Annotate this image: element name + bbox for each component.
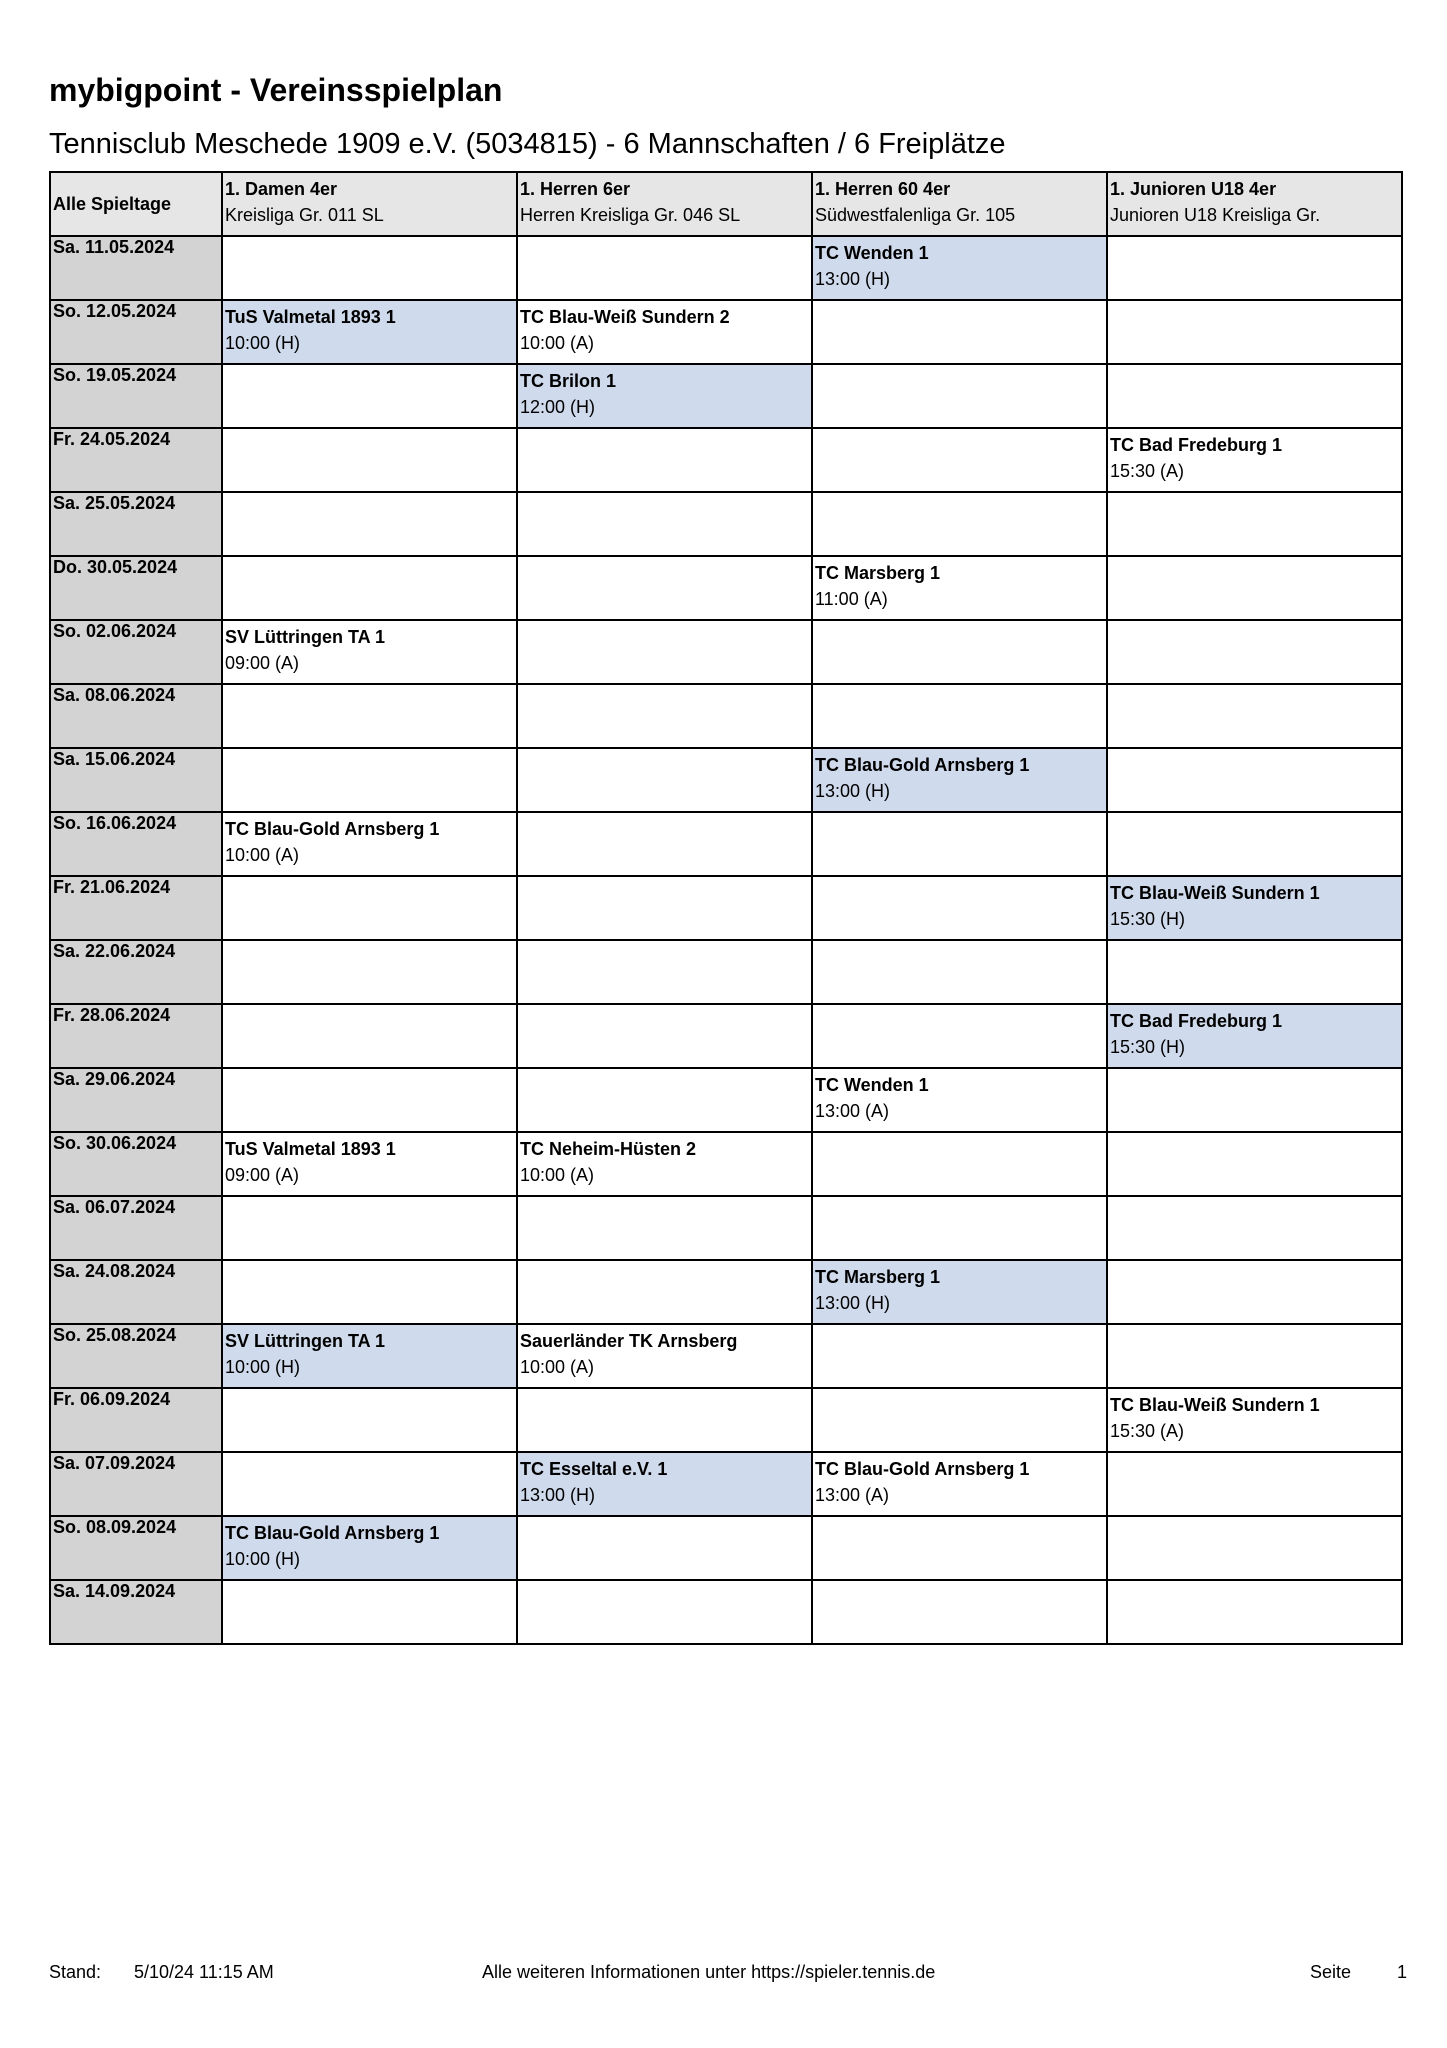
home-match-cell	[222, 1516, 517, 1580]
empty-cell	[812, 620, 1107, 684]
away-match-cell	[222, 620, 517, 684]
empty-cell	[222, 236, 517, 300]
table-row	[50, 1004, 1402, 1068]
match-time: 10:00 (A)	[520, 1165, 595, 1185]
table-row	[50, 236, 1402, 300]
away-match-cell	[517, 1132, 812, 1196]
table-row	[50, 1580, 1402, 1644]
empty-cell	[1107, 812, 1402, 876]
table-row	[50, 1388, 1402, 1452]
match-time: 15:30 (A)	[1110, 1421, 1185, 1441]
footer-info: Alle weiteren Informationen unter https://spieler.tennis.de	[482, 1962, 936, 1982]
opponent-name: TC Brilon 1	[520, 371, 617, 391]
table-row	[50, 940, 1402, 1004]
empty-cell	[1107, 556, 1402, 620]
empty-cell	[1107, 364, 1402, 428]
table-row	[50, 1516, 1402, 1580]
table-row	[50, 364, 1402, 428]
away-match-cell	[1107, 1388, 1402, 1452]
away-match-cell	[222, 1132, 517, 1196]
match-time: 10:00 (A)	[520, 333, 595, 353]
column-team: 1. Damen 4er	[225, 179, 338, 199]
empty-cell	[812, 1388, 1107, 1452]
table-row	[50, 1452, 1402, 1516]
empty-cell	[1107, 1580, 1402, 1644]
column-league: Junioren U18 Kreisliga Gr.	[1110, 205, 1321, 225]
match-time: 11:00 (A)	[815, 589, 888, 609]
footer-page-number: 1	[1397, 1962, 1408, 1982]
empty-cell	[812, 492, 1107, 556]
table-row	[50, 300, 1402, 364]
match-date: Sa. 14.09.2024	[50, 1580, 222, 1644]
opponent-name: TC Blau-Weiß Sundern 1	[1110, 1395, 1320, 1415]
opponent-name: TC Blau-Gold Arnsberg 1	[225, 1523, 440, 1543]
empty-cell	[222, 428, 517, 492]
empty-cell	[1107, 748, 1402, 812]
away-match-cell	[1107, 428, 1402, 492]
empty-cell	[222, 364, 517, 428]
column-header	[812, 172, 1107, 236]
match-date: Fr. 24.05.2024	[50, 428, 222, 492]
match-date: Sa. 25.05.2024	[50, 492, 222, 556]
empty-cell	[222, 1452, 517, 1516]
empty-cell	[1107, 684, 1402, 748]
opponent-name: TC Neheim-Hüsten 2	[520, 1139, 697, 1159]
match-time: 13:00 (H)	[815, 781, 891, 801]
match-time: 10:00 (A)	[520, 1357, 595, 1377]
match-date: Sa. 06.07.2024	[50, 1196, 222, 1260]
empty-cell	[517, 812, 812, 876]
match-time: 13:00 (A)	[815, 1101, 890, 1121]
table-row	[50, 1196, 1402, 1260]
match-date: Fr. 06.09.2024	[50, 1388, 222, 1452]
table-header-row	[50, 172, 1402, 236]
empty-cell	[517, 492, 812, 556]
empty-cell	[812, 876, 1107, 940]
table-row	[50, 492, 1402, 556]
empty-cell	[517, 1580, 812, 1644]
match-date: Sa. 24.08.2024	[50, 1260, 222, 1324]
empty-cell	[1107, 1196, 1402, 1260]
empty-cell	[222, 492, 517, 556]
empty-cell	[1107, 1260, 1402, 1324]
empty-cell	[222, 1068, 517, 1132]
table-row	[50, 876, 1402, 940]
empty-cell	[812, 364, 1107, 428]
match-time: 10:00 (A)	[225, 845, 300, 865]
match-time: 12:00 (H)	[520, 397, 596, 417]
match-date: Fr. 28.06.2024	[50, 1004, 222, 1068]
opponent-name: TC Wenden 1	[815, 1075, 929, 1095]
empty-cell	[517, 1068, 812, 1132]
empty-cell	[1107, 300, 1402, 364]
empty-cell	[812, 1516, 1107, 1580]
opponent-name: TC Bad Fredeburg 1	[1110, 435, 1283, 455]
empty-cell	[222, 1260, 517, 1324]
match-time: 15:30 (A)	[1110, 461, 1185, 481]
table-row	[50, 748, 1402, 812]
away-match-cell	[812, 556, 1107, 620]
empty-cell	[812, 300, 1107, 364]
home-match-cell	[812, 1260, 1107, 1324]
match-date: So. 08.09.2024	[50, 1516, 222, 1580]
match-time: 13:00 (H)	[815, 269, 891, 289]
empty-cell	[222, 876, 517, 940]
empty-cell	[1107, 236, 1402, 300]
match-date: Sa. 07.09.2024	[50, 1452, 222, 1516]
empty-cell	[812, 812, 1107, 876]
empty-cell	[517, 236, 812, 300]
empty-cell	[517, 1388, 812, 1452]
table-row	[50, 428, 1402, 492]
empty-cell	[517, 748, 812, 812]
opponent-name: TC Blau-Gold Arnsberg 1	[815, 755, 1030, 775]
match-date: So. 25.08.2024	[50, 1324, 222, 1388]
empty-cell	[812, 1004, 1107, 1068]
empty-cell	[812, 1580, 1107, 1644]
home-match-cell	[222, 300, 517, 364]
match-date: Do. 30.05.2024	[50, 556, 222, 620]
empty-cell	[517, 1196, 812, 1260]
match-date: Fr. 21.06.2024	[50, 876, 222, 940]
away-match-cell	[517, 1324, 812, 1388]
away-match-cell	[517, 300, 812, 364]
away-match-cell	[812, 1452, 1107, 1516]
empty-cell	[517, 684, 812, 748]
empty-cell	[812, 1324, 1107, 1388]
match-date: So. 30.06.2024	[50, 1132, 222, 1196]
empty-cell	[517, 428, 812, 492]
home-match-cell	[517, 364, 812, 428]
match-time: 10:00 (H)	[225, 333, 301, 353]
footer-page-label: Seite	[1310, 1962, 1352, 1982]
table-row	[50, 1260, 1402, 1324]
opponent-name: TC Marsberg 1	[815, 563, 941, 583]
table-row	[50, 620, 1402, 684]
column-team: 1. Herren 60 4er	[815, 179, 951, 199]
opponent-name: SV Lüttringen TA 1	[225, 1331, 385, 1351]
column-header	[517, 172, 812, 236]
empty-cell	[1107, 1068, 1402, 1132]
table-row	[50, 556, 1402, 620]
column-header	[222, 172, 517, 236]
home-match-cell	[1107, 1004, 1402, 1068]
column-header	[1107, 172, 1402, 236]
empty-cell	[222, 748, 517, 812]
opponent-name: TuS Valmetal 1893 1	[225, 307, 396, 327]
empty-cell	[812, 1196, 1107, 1260]
opponent-name: TC Blau-Weiß Sundern 2	[520, 307, 730, 327]
match-date: So. 02.06.2024	[50, 620, 222, 684]
column-team: 1. Herren 6er	[520, 179, 631, 199]
opponent-name: TuS Valmetal 1893 1	[225, 1139, 396, 1159]
opponent-name: TC Blau-Gold Arnsberg 1	[815, 1459, 1030, 1479]
match-date: Sa. 08.06.2024	[50, 684, 222, 748]
home-match-cell	[812, 748, 1107, 812]
empty-cell	[222, 1196, 517, 1260]
empty-cell	[812, 1132, 1107, 1196]
match-date: Sa. 22.06.2024	[50, 940, 222, 1004]
home-match-cell	[1107, 876, 1402, 940]
match-time: 10:00 (H)	[225, 1549, 301, 1569]
match-time: 10:00 (H)	[225, 1357, 301, 1377]
match-time: 09:00 (A)	[225, 653, 300, 673]
corner-label: Alle Spieltage	[50, 172, 222, 236]
opponent-name: TC Esseltal e.V. 1	[520, 1459, 668, 1479]
opponent-name: SV Lüttringen TA 1	[225, 627, 385, 647]
empty-cell	[812, 684, 1107, 748]
opponent-name: TC Marsberg 1	[815, 1267, 941, 1287]
empty-cell	[222, 684, 517, 748]
table-row	[50, 812, 1402, 876]
empty-cell	[222, 1004, 517, 1068]
match-time: 15:30 (H)	[1110, 1037, 1186, 1057]
empty-cell	[222, 556, 517, 620]
footer-stand-value: 5/10/24 11:15 AM	[134, 1962, 274, 1982]
empty-cell	[517, 1004, 812, 1068]
opponent-name: TC Wenden 1	[815, 243, 929, 263]
empty-cell	[1107, 492, 1402, 556]
schedule-body	[50, 236, 1402, 1644]
empty-cell	[1107, 1324, 1402, 1388]
empty-cell	[517, 876, 812, 940]
away-match-cell	[222, 812, 517, 876]
column-league: Herren Kreisliga Gr. 046 SL	[520, 205, 741, 225]
empty-cell	[1107, 1516, 1402, 1580]
empty-cell	[517, 556, 812, 620]
match-date: So. 19.05.2024	[50, 364, 222, 428]
column-team: 1. Junioren U18 4er	[1110, 179, 1277, 199]
club-subtitle: Tennisclub Meschede 1909 e.V. (5034815) - 6 Mannschaften / 6 Freiplätze	[49, 128, 1006, 160]
match-time: 13:00 (H)	[815, 1293, 891, 1313]
empty-cell	[517, 1516, 812, 1580]
match-date: So. 16.06.2024	[50, 812, 222, 876]
table-row	[50, 684, 1402, 748]
match-time: 09:00 (A)	[225, 1165, 300, 1185]
empty-cell	[222, 1388, 517, 1452]
empty-cell	[222, 940, 517, 1004]
page-title: mybigpoint - Vereinsspielplan	[49, 72, 503, 108]
match-time: 15:30 (H)	[1110, 909, 1186, 929]
empty-cell	[1107, 1452, 1402, 1516]
empty-cell	[1107, 1132, 1402, 1196]
empty-cell	[517, 620, 812, 684]
empty-cell	[812, 428, 1107, 492]
opponent-name: Sauerländer TK Arnsberg	[520, 1331, 738, 1351]
empty-cell	[1107, 940, 1402, 1004]
match-date: Sa. 29.06.2024	[50, 1068, 222, 1132]
table-row	[50, 1068, 1402, 1132]
match-date: Sa. 11.05.2024	[50, 236, 222, 300]
footer-stand-label: Stand:	[49, 1962, 102, 1982]
empty-cell	[1107, 620, 1402, 684]
match-date: Sa. 15.06.2024	[50, 748, 222, 812]
match-date: So. 12.05.2024	[50, 300, 222, 364]
match-time: 13:00 (H)	[520, 1485, 596, 1505]
empty-cell	[812, 940, 1107, 1004]
empty-cell	[222, 1580, 517, 1644]
match-time: 13:00 (A)	[815, 1485, 890, 1505]
empty-cell	[517, 1260, 812, 1324]
table-row	[50, 1324, 1402, 1388]
column-league: Kreisliga Gr. 011 SL	[225, 205, 384, 225]
table-row	[50, 1132, 1402, 1196]
home-match-cell	[222, 1324, 517, 1388]
home-match-cell	[812, 236, 1107, 300]
away-match-cell	[812, 1068, 1107, 1132]
column-league: Südwestfalenliga Gr. 105	[815, 205, 1016, 225]
opponent-name: TC Blau-Gold Arnsberg 1	[225, 819, 440, 839]
empty-cell	[517, 940, 812, 1004]
opponent-name: TC Blau-Weiß Sundern 1	[1110, 883, 1320, 903]
schedule-table	[49, 171, 1403, 1645]
home-match-cell	[517, 1452, 812, 1516]
opponent-name: TC Bad Fredeburg 1	[1110, 1011, 1283, 1031]
